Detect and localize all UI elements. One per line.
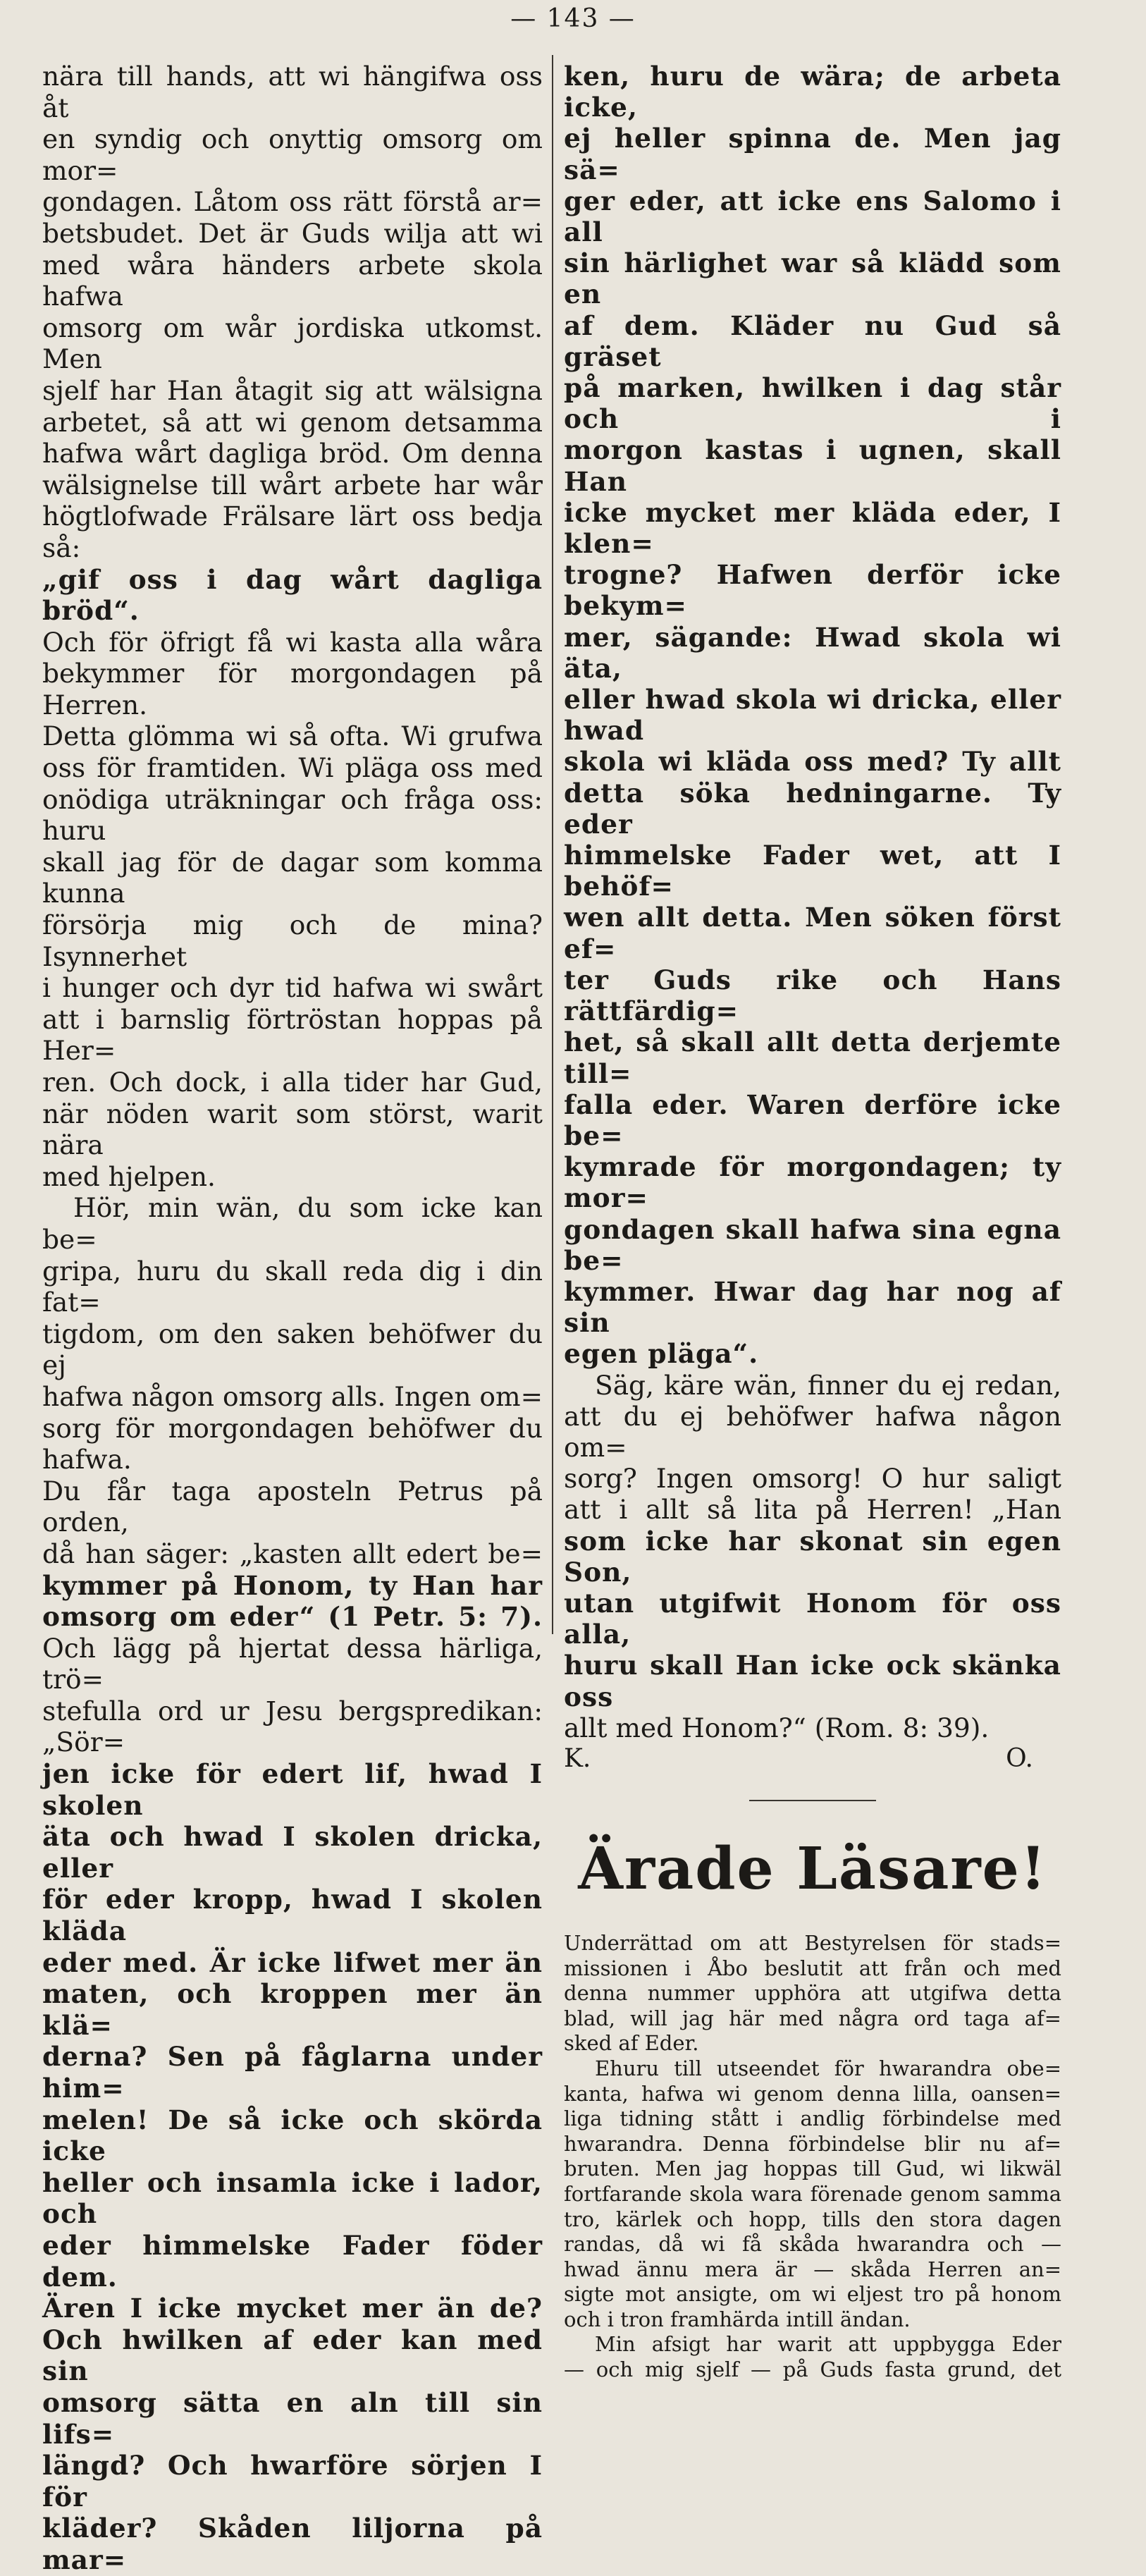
text-line: himmelske Fader wet, att I behöf=	[564, 840, 1061, 902]
text-line: mer, sägande: Hwad skola wi äta,	[564, 621, 1061, 684]
text-line: ken, huru de wära; de arbeta icke,	[564, 61, 1061, 123]
text-line: ej heller spinna de. Men jag sä=	[564, 123, 1061, 185]
text-line: betsbudet. Det är Guds wilja att wi	[42, 217, 543, 249]
left-paragraph-1	[42, 61, 543, 1192]
page-number: — 143 —	[510, 4, 636, 33]
text-line: skall jag för de dagar som komma kunna	[42, 846, 543, 909]
text-line: äta och hwad I skolen dricka, eller	[42, 1821, 543, 1884]
text-line: melen! De så icke och skörda icke	[42, 2104, 543, 2167]
text-line: försörja mig och de mina? Isynnerhet	[42, 909, 543, 972]
text-line: jen icke för edert lif, hwad I skolen	[42, 1758, 543, 1821]
text-line: omsorg sätta en aln till sin lifs=	[42, 2386, 543, 2450]
text-line: ter Guds rike och Hans rättfärdig=	[564, 964, 1061, 1027]
text-line: kläder? Skåden liljorna på mar=	[42, 2513, 543, 2575]
text-line: oss för framtiden. Wi pläga oss med	[42, 752, 543, 784]
text-line: maten, och kroppen mer än klä=	[42, 1978, 543, 2041]
right-column	[564, 61, 1061, 2383]
text-line: hwarandra. Denna förbindelse blir nu af=	[564, 2131, 1061, 2156]
right-paragraph-3	[564, 1931, 1061, 2056]
column-divider	[552, 55, 553, 1634]
text-line: gondagen. Låtom oss rätt förstå ar=	[42, 186, 543, 218]
text-line: nära till hands, att wi hängifwa oss åt	[42, 61, 543, 123]
text-line: längd? Och hwarföre sörjen I för	[42, 2450, 543, 2513]
left-column	[42, 61, 543, 2576]
text-line: sorg? Ingen omsorg! O hur saligt	[564, 1463, 1061, 1495]
text-line: att i barnslig förtröstan hoppas på Her=	[42, 1003, 543, 1067]
text-line: randas, då wi få skåda hwarandra och —	[564, 2232, 1061, 2257]
text-line: att du ej behöfwer hafwa någon om=	[564, 1400, 1061, 1463]
text-line: Min afsigt har warit att uppbygga Eder	[595, 2332, 1061, 2357]
article-heading: Ärade Läsare!	[578, 1834, 1047, 1903]
text-line: Detta glömma wi så ofta. Wi grufwa	[42, 720, 543, 752]
text-line: detta söka hedningarne. Ty eder	[564, 777, 1061, 840]
text-line: tro, kärlek och hopp, tills den stora dagen	[564, 2207, 1061, 2231]
right-paragraph-1	[564, 61, 1061, 1370]
text-line: Säg, käre wän, finner du ej redan,	[595, 1369, 1061, 1401]
text-line: huru skall Han icke ock skänka oss	[564, 1650, 1061, 1712]
text-line: gripa, huru du skall reda dig i din fat=	[42, 1255, 543, 1318]
text-line: sked af Eder.	[564, 2031, 699, 2056]
text-line: Och för öfrigt få wi kasta alla wåra	[42, 626, 543, 658]
text-line: Du får taga aposteln Petrus på orden,	[42, 1475, 543, 1538]
text-line: och i tron framhärda intill ändan.	[564, 2307, 911, 2331]
text-line: kymmer. Hwar dag har nog af sin	[564, 1275, 1061, 1339]
text-line: tigdom, om den saken behöfwer du ej	[42, 1318, 543, 1381]
text-line: Underrättad om att Bestyrelsen för stads=	[564, 1930, 1061, 1955]
text-line: morgon kastas i ugnen, skall Han	[564, 434, 1061, 497]
text-line: hafwa wårt dagliga bröd. Om denna	[42, 438, 543, 470]
text-line: arbetet, så att wi genom detsamma	[42, 406, 543, 438]
text-line: ren. Och dock, i alla tider har Gud,	[42, 1067, 543, 1098]
right-paragraph-2	[564, 1370, 1061, 1743]
text-line: denna nummer upphöra att utgifwa detta	[564, 1981, 1061, 2006]
text-line: i hunger och dyr tid hafwa wi swårt	[42, 972, 543, 1004]
text-line: sin härlighet war så klädd som en	[564, 247, 1061, 310]
text-line: skola wi kläda oss med? Ty allt	[564, 746, 1061, 778]
text-line: eder med. Är icke lifwet mer än	[42, 1946, 543, 1978]
text-line: med hjelpen.	[42, 1160, 216, 1192]
left-paragraph-2	[42, 1192, 543, 2575]
text-line: stefulla ord ur Jesu bergspredikan: „Sör=	[42, 1695, 543, 1758]
text-line: kymmer på Honom, ty Han har	[42, 1569, 543, 1601]
text-line: het, så skall allt detta derjemte till=	[564, 1026, 1061, 1089]
text-line: att i allt så lita på Herren! „Han	[564, 1494, 1061, 1526]
text-line: hwad ännu mera är — skåda Herren an=	[564, 2257, 1061, 2281]
text-line: missionen i Åbo beslutit att från och med	[564, 1956, 1061, 1980]
text-line: eder himmelske Fader föder dem.	[42, 2229, 543, 2293]
text-line: då han säger: „kasten allt edert be=	[42, 1538, 543, 1569]
text-line: sjelf har Han åtagit sig att wälsigna	[42, 374, 543, 406]
right-paragraph-4	[564, 2056, 1061, 2333]
text-line: omsorg om eder“ (1 Petr. 5: 7).	[42, 1601, 543, 1633]
text-line: heller och insamla icke i lador, och	[42, 2166, 543, 2230]
section-divider	[749, 1800, 876, 1801]
text-line: — och mig sjelf — på Guds fasta grund, det	[564, 2357, 1061, 2382]
text-line: Ehuru till utseendet för hwarandra obe=	[595, 2056, 1061, 2080]
text-line: en syndig och onyttig omsorg om mor=	[42, 123, 543, 186]
text-line: som icke har skonat sin egen Son,	[564, 1525, 1061, 1588]
text-line: egen pläga“.	[564, 1338, 759, 1370]
text-line: falla eder. Waren derföre icke be=	[564, 1088, 1061, 1151]
text-line: sorg för morgondagen behöfwer du hafwa.	[42, 1412, 543, 1476]
text-line: liga tidning stått i andlig förbindelse med	[564, 2106, 1061, 2131]
text-line: hafwa någon omsorg alls. Ingen om=	[42, 1380, 543, 1412]
text-line: på marken, hwilken i dag står och i	[564, 372, 1061, 435]
text-line: eller hwad skola wi dricka, eller hwad	[564, 684, 1061, 747]
text-line: bruten. Men jag hoppas till Gud, wi likwäl	[564, 2157, 1061, 2181]
text-line: blad, will jag här med några ord taga af=	[564, 2006, 1061, 2030]
text-line: derna? Sen på fåglarna under him=	[42, 2041, 543, 2104]
text-line: Och lägg på hjertat dessa härliga, trö=	[42, 1632, 543, 1695]
text-line: för eder kropp, hwad I skolen kläda	[42, 1884, 543, 1947]
text-line: af dem. Kläder nu Gud så gräset	[564, 309, 1061, 372]
text-line: utan utgifwit Honom för oss alla,	[564, 1587, 1061, 1650]
signature: K. O.	[564, 1743, 1033, 1773]
text-line: Hör, min wän, du som icke kan be=	[42, 1192, 543, 1255]
text-line: „gif oss i dag wårt dagliga bröd“.	[42, 563, 543, 627]
text-line: bekymmer för morgondagen på Herren.	[42, 658, 543, 720]
text-line: allt med Honom?“ (Rom. 8: 39).	[564, 1712, 990, 1743]
text-line: wälsignelse till wårt arbete har wår	[42, 469, 543, 501]
text-line: med wåra händers arbete skola hafwa	[42, 249, 543, 312]
text-line: sigte mot ansigte, om wi eljest tro på honom	[564, 2282, 1061, 2307]
text-line: kanta, hafwa wi genom denna lilla, oansen=	[564, 2081, 1061, 2106]
text-line: fortfarande skola wara förenade genom samma	[564, 2181, 1061, 2206]
text-line: ger eder, att icke ens Salomo i all	[564, 185, 1061, 248]
text-line: onödiga uträkningar och fråga oss: huru	[42, 783, 543, 847]
text-line: Ären I icke mycket mer än de?	[42, 2293, 543, 2324]
text-line: icke mycket mer kläda eder, I klen=	[564, 496, 1061, 560]
text-line: högtlofwade Frälsare lärt oss bedja så:	[42, 501, 543, 563]
text-line: när nöden warit som störst, warit nära	[42, 1098, 543, 1161]
text-line: omsorg om wår jordiska utkomst. Men	[42, 312, 543, 375]
text-line: Och hwilken af eder kan med sin	[42, 2324, 543, 2387]
text-line: kymrade för morgondagen; ty mor=	[564, 1151, 1061, 1214]
right-paragraph-5	[564, 2332, 1061, 2382]
text-line: trogne? Hafwen derför icke bekym=	[564, 559, 1061, 622]
text-line: gondagen skall hafwa sina egna be=	[564, 1213, 1061, 1276]
text-line: wen allt detta. Men söken först ef=	[564, 902, 1061, 964]
